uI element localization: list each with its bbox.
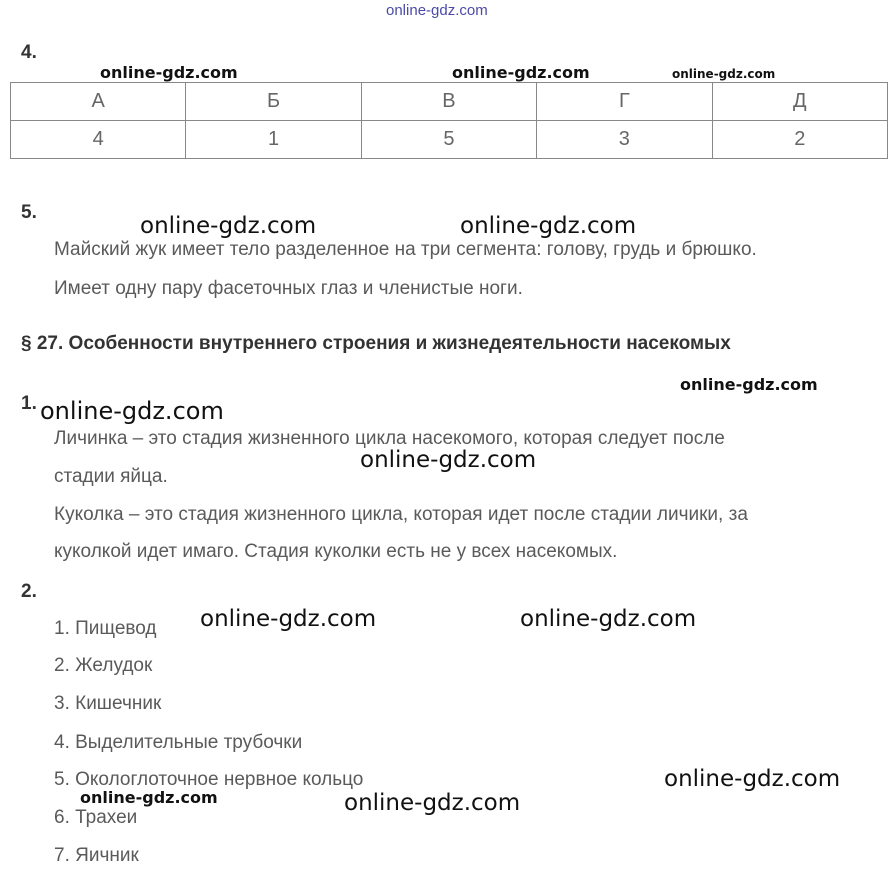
task-2-item: 2. Желудок <box>54 655 153 676</box>
watermark: online-gdz.com <box>452 63 590 82</box>
watermark: online-gdz.com <box>140 213 317 239</box>
task-2-item: 6. Трахеи <box>54 807 138 828</box>
task-1-number: 1. <box>21 393 37 414</box>
watermark: online-gdz.com <box>80 788 218 807</box>
task-2-item: 4. Выделительные трубочки <box>54 732 303 753</box>
watermark: online-gdz.com <box>664 766 841 792</box>
task-5-number: 5. <box>21 202 37 223</box>
watermark: online-gdz.com <box>360 447 537 473</box>
task-1-line: Личинка – это стадия жизненного цикла насекомого, которая следует после <box>54 428 725 449</box>
task-1-line: стадии яйца. <box>54 466 168 487</box>
watermark: online-gdz.com <box>672 67 776 81</box>
answer-table-header-cell: Г <box>537 83 712 121</box>
watermark-top: online-gdz.com <box>386 2 488 19</box>
watermark: online-gdz.com <box>680 375 818 394</box>
watermark: online-gdz.com <box>100 63 238 82</box>
task-2-item: 3. Кишечник <box>54 693 162 714</box>
answer-table-value-cell: 1 <box>186 121 361 159</box>
task-5-line: Майский жук имеет тело разделенное на три сегмента: голову, грудь и брюшко. <box>54 239 757 260</box>
task-2-item: 1. Пищевод <box>54 618 157 639</box>
answer-table-header-cell: Б <box>186 83 361 121</box>
task-1-line: куколкой идет имаго. Стадия куколки есть не у всех насекомых. <box>54 541 618 562</box>
answer-table-header-row <box>11 83 888 121</box>
answer-table-value-row <box>11 121 888 159</box>
answer-table-header-cell: А <box>11 83 186 121</box>
answer-table-value-cell: 5 <box>361 121 536 159</box>
answer-table-value-cell: 3 <box>537 121 712 159</box>
watermark: online-gdz.com <box>40 397 224 425</box>
task-4-number: 4. <box>21 42 37 63</box>
answer-table <box>10 82 888 159</box>
watermark: online-gdz.com <box>520 606 697 632</box>
answer-table-header-cell: Д <box>712 83 887 121</box>
section-heading: § 27. Особенности внутреннего строения и жизнедеятельности насекомых <box>21 333 731 354</box>
watermark: online-gdz.com <box>200 606 377 632</box>
watermark: online-gdz.com <box>460 213 637 239</box>
answer-table-value-cell: 4 <box>11 121 186 159</box>
answer-table-header-cell: В <box>361 83 536 121</box>
task-5-line: Имеет одну пару фасеточных глаз и членистые ноги. <box>54 278 523 299</box>
watermark: online-gdz.com <box>344 790 521 816</box>
task-2-number: 2. <box>21 581 37 602</box>
task-2-item: 7. Яичник <box>54 845 139 866</box>
task-2-item: 5. Окологлоточное нервное кольцо <box>54 769 364 790</box>
answer-table-value-cell: 2 <box>712 121 887 159</box>
task-1-line: Куколка – это стадия жизненного цикла, которая идет после стадии личики, за <box>54 504 748 525</box>
